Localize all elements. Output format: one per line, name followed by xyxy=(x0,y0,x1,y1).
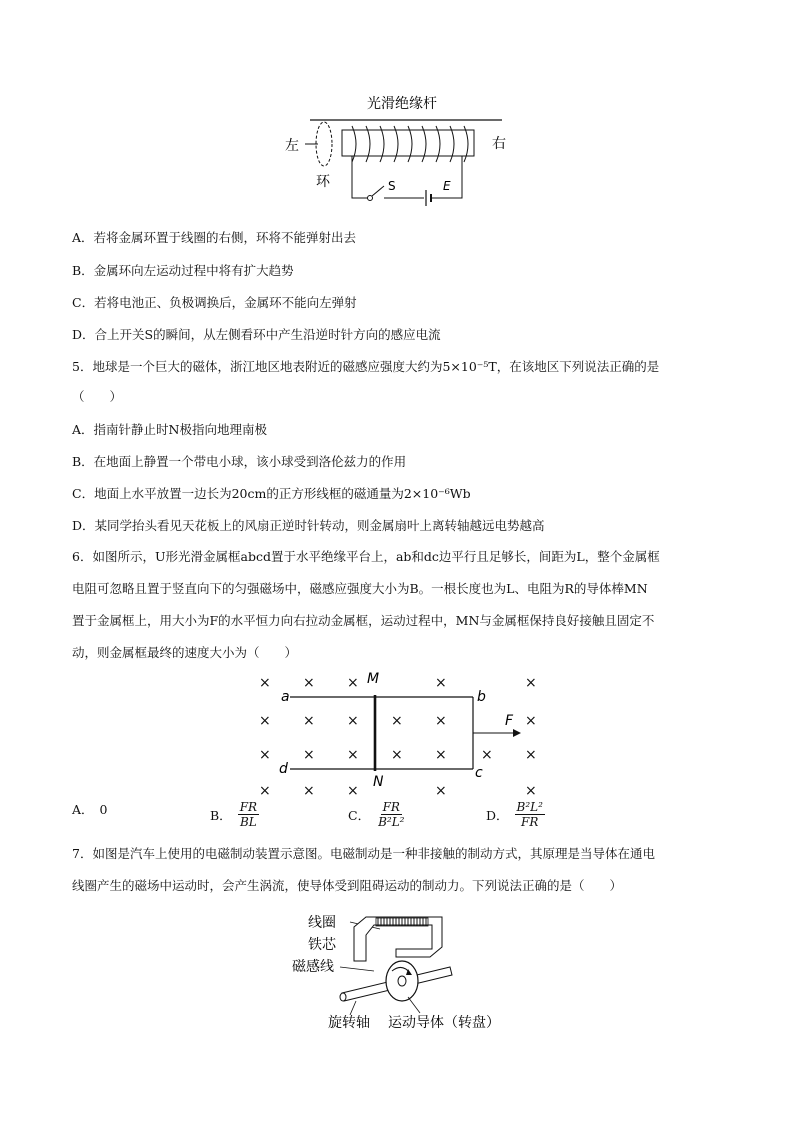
q6-stem-line2: 电阻可忽略且置于竖直向下的匀强磁场中，磁感应强度大小为B。一根长度也为L、电阻为R的导体棒MN xyxy=(72,581,648,596)
q4-option-d: D．合上开关S的瞬间，从左侧看环中产生沿逆时针方向的感应电流 xyxy=(72,327,441,342)
q6-stem-line3: 置于金属框上，用大小为F的水平恒力向右拉动金属框，运动过程中，MN与金属框保持良好接触且固定不 xyxy=(72,613,655,628)
shaft-end xyxy=(340,993,346,1001)
q6-stem-line4: 动，则金属框最终的速度大小为（ ） xyxy=(72,645,298,660)
label-n: N xyxy=(373,774,384,790)
magnetic-field-crosses xyxy=(259,675,537,797)
coil-winding xyxy=(376,918,428,926)
fraction-b2l2-over-fr: $\frac{\text{B²L²}}{FR}$ xyxy=(516,800,543,829)
switch-lever xyxy=(372,186,384,196)
q5-option-c: C．地面上水平放置一边长为20cm的正方形线框的磁通量为2×10⁻⁶Wb xyxy=(72,486,471,501)
field-cross: × xyxy=(347,747,359,763)
field-cross: × xyxy=(481,747,493,763)
label-a: a xyxy=(281,689,290,705)
label-b: b xyxy=(477,689,486,705)
fraction-fr-over-bl: $\frac{FR}{BL}$ xyxy=(239,800,258,829)
field-cross: × xyxy=(303,675,315,691)
shaft-label: 旋转轴 xyxy=(328,1015,370,1030)
rod-label: 光滑绝缘杆 xyxy=(367,96,437,112)
q6-stem-line1: 6．如图所示，U形光滑金属框abcd置于水平绝缘平台上，ab和dc边平行且足够长，间距为L，整个金属框 xyxy=(72,549,660,564)
field-cross: × xyxy=(525,747,537,763)
q4-option-c: C．若将电池正、负极调换后，金属环不能向左弹射 xyxy=(72,295,357,310)
q4-option-b: B．金属环向左运动过程中将有扩大趋势 xyxy=(72,263,294,278)
field-cross: × xyxy=(259,713,271,729)
metal-ring xyxy=(316,122,332,166)
field-cross: × xyxy=(259,747,271,763)
figure-u-frame xyxy=(245,665,555,797)
q6-option-a: A． 0 xyxy=(72,801,108,817)
q7-stem-line2: 线圈产生的磁场中运动时，会产生涡流，使导体受到阻碍运动的制动力。下列说法正确的是（ ） xyxy=(72,878,623,893)
conductor-label: 运动导体（转盘） xyxy=(388,1015,500,1030)
ring-label: 环 xyxy=(316,174,330,190)
q4-option-a: A．若将金属环置于线圈的右侧，环将不能弹射出去 xyxy=(72,230,357,245)
field-cross: × xyxy=(303,783,315,797)
figure-electromagnetic-brake xyxy=(290,905,530,1030)
q6-option-d: D． $\frac{\text{B²L²}}{FR}$ xyxy=(486,800,543,829)
q5-option-d: D．某同学抬头看见天花板上的风扇正逆时针转动，则金属扇叶上离转轴越远电势越高 xyxy=(72,518,545,533)
q5-option-b: B．在地面上静置一个带电小球，该小球受到洛伦兹力的作用 xyxy=(72,454,407,469)
coil xyxy=(352,126,468,162)
field-cross: × xyxy=(435,675,447,691)
q6-option-c: C． $\frac{FR}{\text{B²L²}}$ xyxy=(348,800,405,829)
core-label: 铁芯 xyxy=(308,937,336,953)
switch-contact xyxy=(368,196,373,201)
field-cross: × xyxy=(347,783,359,797)
field-cross: × xyxy=(435,713,447,729)
q7-stem-line1: 7．如图是汽车上使用的电磁制动装置示意图。电磁制动是一种非接触的制动方式，其原理是当导体在通电 xyxy=(72,846,655,861)
label-c: c xyxy=(475,765,483,781)
field-cross: × xyxy=(435,783,447,797)
force-arrow-head xyxy=(513,729,521,737)
label-d: d xyxy=(279,761,288,777)
field-lines-label: 磁感线 xyxy=(292,959,334,975)
q5-option-a: A．指南针静止时N极指向地理南极 xyxy=(72,422,267,437)
field-cross: × xyxy=(303,713,315,729)
field-cross: × xyxy=(391,713,403,729)
label-f: F xyxy=(505,713,514,729)
field-cross: × xyxy=(259,675,271,691)
battery-label: E xyxy=(443,179,451,193)
q5-stem-line2: （ ） xyxy=(72,389,123,404)
field-cross: × xyxy=(347,675,359,691)
field-cross: × xyxy=(303,747,315,763)
field-cross: × xyxy=(435,747,447,763)
label-m: M xyxy=(367,671,380,687)
fraction-fr-over-b2l2: $\frac{FR}{\text{B²L²}}$ xyxy=(378,800,405,829)
circuit-wire-left xyxy=(352,156,368,198)
figure-ring-coil xyxy=(280,90,520,215)
field-cross: × xyxy=(347,713,359,729)
field-cross: × xyxy=(525,675,537,691)
q5-stem-line1: 5．地球是一个巨大的磁体，浙江地区地表附近的磁感应强度大约为5×10⁻⁵T，在该地区下列说法正确的是 xyxy=(72,359,660,374)
field-cross: × xyxy=(525,783,537,797)
q6-option-b: B． $\frac{FR}{BL}$ xyxy=(210,800,258,829)
field-cross: × xyxy=(525,713,537,729)
field-cross: × xyxy=(391,747,403,763)
coil-label: 线圈 xyxy=(308,915,336,931)
switch-label: S xyxy=(388,179,396,193)
field-cross: × xyxy=(259,783,271,797)
left-label: 左 xyxy=(285,138,299,154)
right-label: 右 xyxy=(492,136,506,152)
